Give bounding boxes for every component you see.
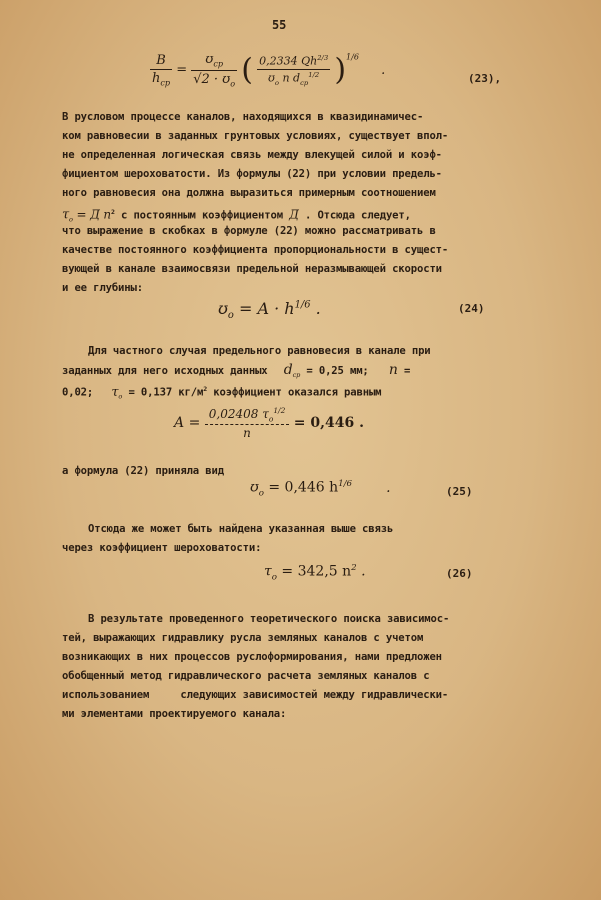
eq24-dot: . bbox=[310, 299, 321, 318]
eq26-rest: = 342,5 n bbox=[276, 563, 352, 580]
eq24-v-sub: o bbox=[227, 310, 234, 322]
tau-value: = 0,137 кг/м bbox=[122, 386, 204, 399]
tau-symbol: τ bbox=[62, 207, 70, 223]
tau-subscript: o bbox=[69, 215, 73, 224]
equation-a bbox=[174, 406, 364, 440]
para1-line-3: не определенная логическая связь между влекущей силой и коэф- bbox=[62, 149, 442, 161]
eq24-number: (24) bbox=[458, 302, 485, 315]
para3: а формула (22) приняла вид bbox=[62, 465, 224, 477]
eq23-lhs-denominator-sub: cp bbox=[160, 78, 171, 88]
equation-23: $\frac{B}{h_{cp}}$ = $\frac{ʊ_{cp}}{√2 \cdot ʊ_o}$ ( $\frac{0,2334 Qh^{2/3}}{ʊ_o n d_{cp}^{1/2}}$ )$^{1/6}$ . bbox=[152, 52, 386, 89]
para1-line-6-text: с постоянным коэффициентом bbox=[114, 209, 290, 222]
eq23-lhs-denominator: h bbox=[152, 70, 161, 86]
para1-line-4: фициентом шероховатости. Из формулы (22) при условии предель- bbox=[62, 168, 442, 180]
eq24-v: ʊ bbox=[218, 299, 228, 318]
eqA-numerator-sub: o bbox=[268, 414, 274, 424]
d-value: = 0,25 мм; bbox=[300, 365, 369, 377]
eq23-f2-denominator: ʊ bbox=[268, 71, 275, 85]
eqA-numerator: 0,02408 τ bbox=[208, 407, 269, 421]
tau-subscript-2: o bbox=[118, 392, 123, 401]
para2-line-3-tail: коэффициент оказался равным bbox=[207, 386, 382, 399]
para1-line-2: ком равновесии в заданных грунтовых условиях, существует впол- bbox=[62, 130, 449, 142]
para5-line-3: возникающих в них процессов руслоформирования, нами предложен bbox=[62, 651, 442, 663]
eq23-f2-numerator: 0,2334 Qh bbox=[259, 54, 318, 68]
eq23-f1-denominator: √2 · ʊ bbox=[193, 71, 231, 87]
eq23-f2-denominator-sup2: 1/2 bbox=[308, 70, 320, 79]
eq26-exponent: 2 bbox=[351, 563, 357, 573]
eq25-rest: = 0,446 h bbox=[263, 479, 339, 496]
coefficient-d: Д bbox=[289, 207, 299, 222]
n-value: 0,02; bbox=[62, 386, 94, 399]
eq23-f2-numerator-sup: 2/3 bbox=[317, 53, 329, 62]
equation-26 bbox=[264, 563, 366, 582]
para5-line-1: В результате проведенного теоретического поиска зависимос- bbox=[88, 613, 450, 625]
eq23-f1-denominator-sub: o bbox=[230, 79, 236, 89]
eqA-equals: = bbox=[184, 415, 205, 432]
unit-exponent: 2 bbox=[203, 385, 208, 393]
para1-line-5: ного равновесия она должна выразиться примерным соотношением bbox=[62, 187, 436, 199]
para1-line-10: и ее глубины: bbox=[62, 282, 143, 294]
eq23-f1-numerator-sub: cp bbox=[213, 59, 224, 69]
eq25-v: ʊ bbox=[250, 479, 259, 496]
d-symbol: d bbox=[283, 362, 293, 378]
para5-line-5: использованием следующих зависимостей между гидравлически- bbox=[62, 689, 449, 701]
eq23-equals: = bbox=[176, 62, 188, 78]
para2-line-3 bbox=[62, 380, 381, 407]
eq23-dot: . bbox=[381, 62, 386, 78]
eq25-dot: . bbox=[386, 479, 391, 496]
eqA-numerator-sup: 1/2 bbox=[273, 406, 286, 415]
eq23-f2-denominator-sub2: cp bbox=[300, 78, 309, 87]
eq26-tau: τ bbox=[264, 563, 272, 580]
formula-tau-dn2: = Д n bbox=[72, 207, 111, 222]
eq25-v-sub: o bbox=[258, 488, 264, 499]
eqA-result: = 0,446 . bbox=[293, 415, 364, 432]
para1-line-7: что выражение в скобках в формуле (22) можно рассматривать в bbox=[62, 225, 436, 237]
para2-line-2-text: заданных для него исходных данных bbox=[62, 365, 268, 377]
para5-line-4: обобщенный метод гидравлического расчета земляных каналов с bbox=[62, 670, 430, 682]
para4-line-2: через коэффициент шероховатости: bbox=[62, 542, 262, 554]
n-symbol: n bbox=[388, 362, 398, 378]
para1-line-8: качестве постоянного коэффициента пропорциональности в сущест- bbox=[62, 244, 449, 256]
eq23-f2-denominator-rest: n d bbox=[278, 71, 301, 85]
n-equals: = bbox=[397, 365, 411, 377]
para1-line-6-end: . Отсюда следует, bbox=[298, 209, 411, 222]
formula-exponent: 2 bbox=[110, 208, 115, 216]
eq26-number: (26) bbox=[446, 567, 473, 580]
eqA-lhs: A bbox=[174, 415, 185, 432]
equation-25 bbox=[250, 479, 391, 498]
eq26-tau-sub: o bbox=[271, 572, 277, 583]
d-subscript: cp bbox=[292, 371, 301, 380]
para1-line-1: В русловом процессе каналов, находящихся в квазидинамичес- bbox=[62, 111, 424, 123]
eq24-exponent: 1/6 bbox=[294, 299, 311, 311]
eq26-dot: . bbox=[356, 563, 366, 580]
eq23-exponent: 1/6 bbox=[346, 52, 359, 62]
para2-line-1: Для частного случая предельного равновесия в канале при bbox=[88, 345, 431, 357]
page-number: 55 bbox=[272, 18, 287, 32]
para5-line-2: тей, выражающих гидравлику русла земляных каналов с учетом bbox=[62, 632, 424, 644]
eq23-lhs-numerator: B bbox=[150, 53, 172, 70]
eq25-number: (25) bbox=[446, 485, 473, 498]
para5-line-6: ми элементами проектируемого канала: bbox=[62, 708, 287, 720]
para1-line-9: вующей в канале взаимосвязи предельной неразмывающей скорости bbox=[62, 263, 442, 275]
eq23-number: (23), bbox=[468, 72, 502, 85]
para4-line-1: Отсюда же может быть найдена указанная выше связь bbox=[88, 523, 394, 535]
eq24-rest: = A · h bbox=[233, 299, 295, 318]
eq23-f2-denominator-sub: o bbox=[274, 78, 279, 87]
equation-24 bbox=[218, 299, 321, 321]
eqA-denominator: n bbox=[243, 426, 251, 441]
eq23-f1-numerator: ʊ bbox=[205, 52, 214, 67]
tau-symbol-2: τ bbox=[111, 384, 119, 400]
eq25-exponent: 1/6 bbox=[338, 479, 353, 489]
